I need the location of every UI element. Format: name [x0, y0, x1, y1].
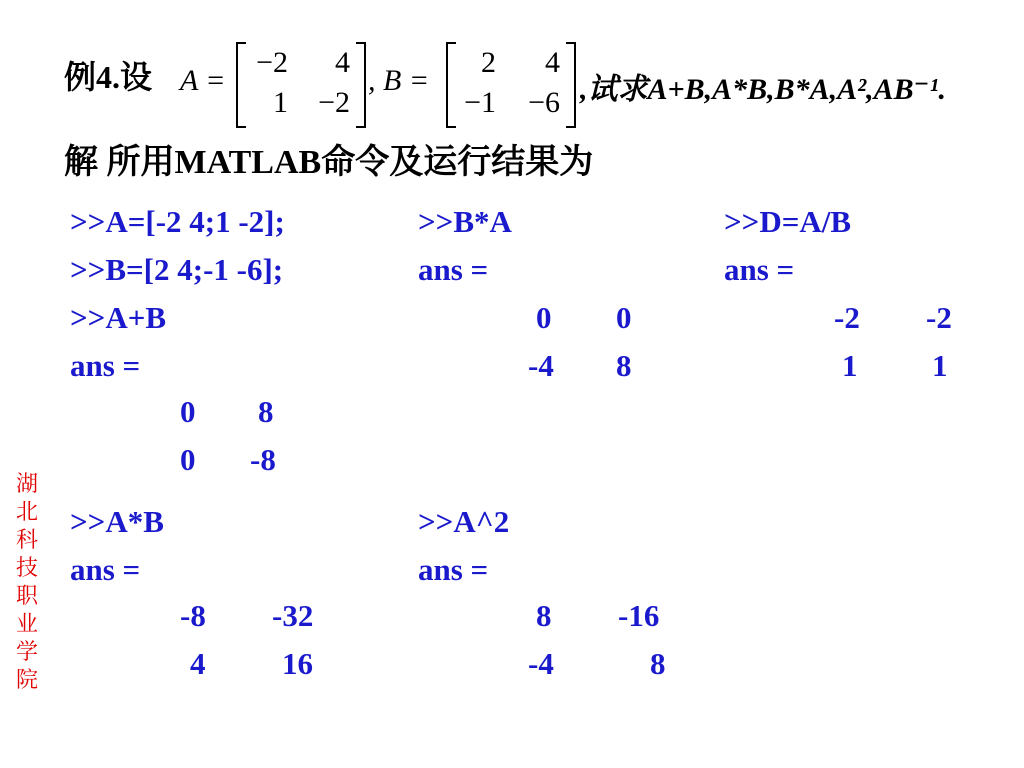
result-cell: -8 [180, 598, 206, 633]
code-line: >>B*A [418, 204, 512, 239]
result-cell: 4 [190, 646, 206, 681]
result-cell: 8 [536, 598, 552, 633]
side-char: 业 [15, 611, 38, 636]
matrix-cell: −1 [464, 86, 496, 119]
code-line: >>B=[2 4;-1 -6]; [70, 252, 284, 287]
matrix-cell: −2 [318, 86, 350, 119]
matrix-cell: 2 [481, 46, 496, 79]
matrix-cell: 4 [335, 46, 350, 79]
side-char: 技 [15, 555, 38, 580]
result-cell: -16 [618, 598, 660, 633]
result-cell: -4 [528, 348, 554, 383]
result-cell: 0 [616, 300, 632, 335]
matrix-cell: 1 [273, 86, 288, 119]
result-cell: -2 [926, 300, 952, 335]
result-cell: 0 [180, 442, 196, 477]
matrix-cell: 4 [545, 46, 560, 79]
matrix-b [446, 42, 576, 128]
side-char: 湖 [15, 471, 38, 496]
result-cell: -8 [250, 442, 276, 477]
code-line: ans = [418, 252, 489, 287]
code-line: ans = [418, 552, 489, 587]
matrix-a [236, 42, 366, 128]
matrix-cell: −2 [256, 46, 288, 79]
code-line: ans = [70, 552, 141, 587]
result-cell: 1 [932, 348, 948, 383]
institution-label [12, 470, 42, 694]
result-cell: 1 [842, 348, 858, 383]
side-char: 院 [15, 667, 38, 692]
code-line: >>A^2 [418, 504, 510, 539]
code-line: >>A+B [70, 300, 167, 335]
code-line: >>D=A/B [724, 204, 852, 239]
result-cell: 8 [258, 394, 274, 429]
side-char: 职 [15, 583, 38, 608]
matrix-cell: −6 [528, 86, 560, 119]
side-char: 科 [15, 527, 38, 552]
result-cell: 0 [180, 394, 196, 429]
side-char: 学 [15, 639, 38, 664]
result-cell: 0 [536, 300, 552, 335]
code-line: ans = [70, 348, 141, 383]
result-cell: 16 [282, 646, 313, 681]
code-line: >>A*B [70, 504, 164, 539]
problem-label: 例4.设 [64, 59, 153, 95]
result-cell: 8 [650, 646, 666, 681]
equation-b-label: , B = [368, 64, 430, 97]
solution-heading: 解 所用MATLAB命令及运行结果为 [64, 144, 594, 181]
code-line: ans = [724, 252, 795, 287]
problem-statement [64, 52, 152, 102]
problem-task: ,试求A+B,A*B,B*A,A²,AB⁻¹. [580, 73, 947, 106]
result-cell: 8 [616, 348, 632, 383]
result-cell: -2 [834, 300, 860, 335]
equation-a-label: A = [180, 64, 226, 97]
result-cell: -4 [528, 646, 554, 681]
side-char: 北 [15, 499, 38, 524]
code-line: >>A=[-2 4;1 -2]; [70, 204, 285, 239]
result-cell: -32 [272, 598, 314, 633]
